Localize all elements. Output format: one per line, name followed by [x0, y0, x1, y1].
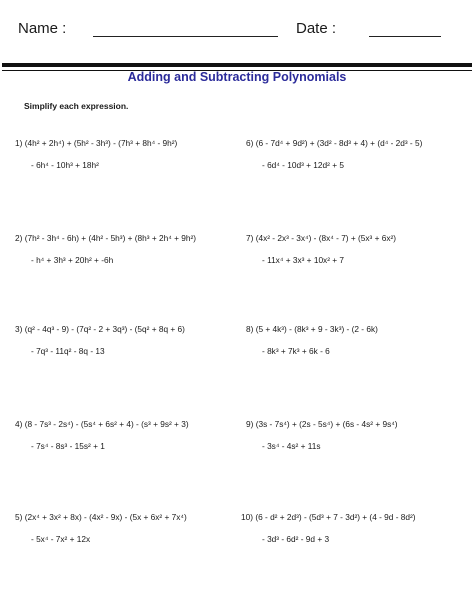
name-field[interactable]: [93, 36, 278, 37]
date-label: Date :: [296, 20, 337, 37]
problem-expression: (5 + 4k³) - (8k³ + 9 - 3k³) - (2 - 6k): [255, 324, 378, 334]
problem-6: [246, 137, 471, 171]
problem-expression: (2x⁴ + 3x² + 8x) - (4x² - 9x) - (5x + 6x² + 7x⁴): [24, 512, 187, 522]
problem-answer: - 5x⁴ - 7x² + 12x: [31, 534, 91, 544]
problem-number: 1): [15, 138, 23, 148]
date-field[interactable]: [369, 36, 441, 37]
problem-number: 10): [241, 512, 253, 522]
problem-answer: - 3s⁴ - 4s² + 11s: [262, 441, 321, 451]
problem-answer: - 3d³ - 6d² - 9d + 3: [262, 534, 330, 544]
problem-10: [241, 511, 466, 545]
problem-1: [15, 137, 240, 171]
problem-number: 4): [15, 419, 23, 429]
problem-number: 7): [246, 233, 254, 243]
problem-expression: (6 - d² + 2d³) - (5d³ + 7 - 3d²) + (4 - 9d - 8d²): [255, 512, 416, 522]
name-label: Name :: [18, 20, 67, 37]
problem-2: [15, 232, 240, 266]
problem-number: 8): [246, 324, 254, 334]
problem-9: [246, 418, 471, 452]
problem-answer: - 6h⁴ - 10h³ + 18h²: [31, 160, 99, 170]
problem-expression: (4h² + 2h⁴) + (5h² - 3h³) - (7h³ + 8h⁴ - 9h²): [24, 138, 178, 148]
problem-answer: - 7s⁴ - 8s³ - 15s² + 1: [31, 441, 105, 451]
problem-7: [246, 232, 471, 266]
problem-8: [246, 323, 471, 357]
problem-answer: - h⁴ + 3h³ + 20h² + -6h: [31, 255, 114, 265]
problem-answer: - 7q³ - 11q² - 8q - 13: [31, 346, 105, 356]
problem-number: 5): [15, 512, 23, 522]
problem-expression: (7h² - 3h⁴ - 6h) + (4h² - 5h³) + (8h³ + 2h⁴ + 9h²): [24, 233, 196, 243]
problem-expression: (6 - 7d⁴ + 9d²) + (3d² - 8d³ + 4) + (d⁴ - 2d³ - 5): [255, 138, 423, 148]
problem-number: 3): [15, 324, 23, 334]
problem-answer: - 11x⁴ + 3x³ + 10x² + 7: [262, 255, 345, 265]
problem-expression: (8 - 7s³ - 2s⁴) - (5s⁴ + 6s² + 4) - (s³ + 9s² + 3): [24, 419, 189, 429]
header-rule-thick: [2, 63, 472, 67]
problem-expression: (4x² - 2x³ - 3x⁴) - (8x⁴ - 7) + (5x³ + 6x²): [255, 233, 397, 243]
instructions: Simplify each expression.: [24, 101, 129, 111]
worksheet-title: Adding and Subtracting Polynomials: [127, 70, 347, 84]
problem-number: 2): [15, 233, 23, 243]
problem-number: 6): [246, 138, 254, 148]
problem-5: [15, 511, 240, 545]
problem-answer: - 8k³ + 7k³ + 6k - 6: [262, 346, 330, 356]
problem-3: [15, 323, 240, 357]
problem-answer: - 6d⁴ - 10d³ + 12d² + 5: [262, 160, 344, 170]
problem-expression: (3s - 7s⁴) + (2s - 5s⁴) + (6s - 4s² + 9s⁴): [255, 419, 398, 429]
problem-4: [15, 418, 240, 452]
problem-number: 9): [246, 419, 254, 429]
problem-expression: (q² - 4q³ - 9) - (7q² - 2 + 3q³) - (5q² + 8q + 6): [24, 324, 185, 334]
